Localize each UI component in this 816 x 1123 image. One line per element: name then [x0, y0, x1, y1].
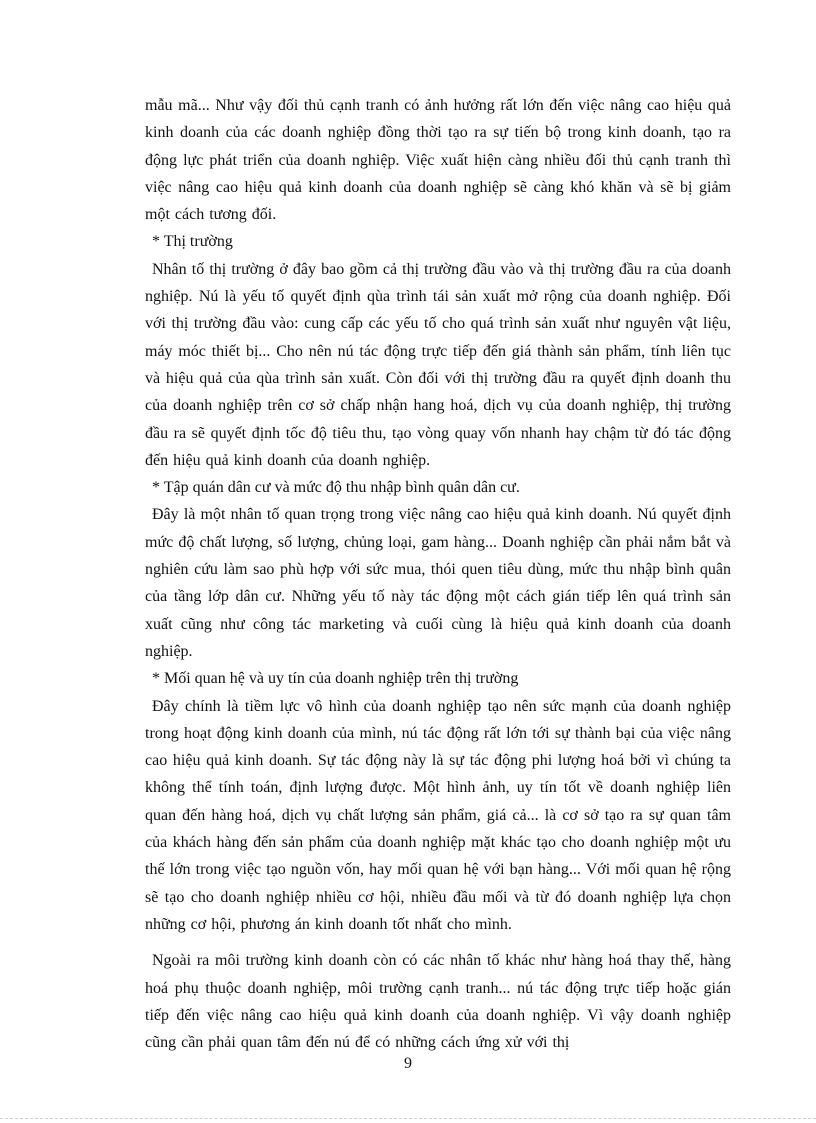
heading-consumer-habits: * Tập quán dân cư và mức độ thu nhập bình quân dân cư.: [152, 479, 520, 497]
paragraph-consumer-habits: Đây là một nhân tố quan trọng trong việc nâng cao hiệu quả kinh doanh. Nú quyết định mức độ chất lượng, số lượng, chủng loại, gam hàng... Doanh nghiệp cần phải nắm bắt và nghiên cứu làm sao phù hợp với sức mua, thói quen tiêu dùng, mức thu nhập bình quân của tầng lớp dân cư. Những yếu tố này tác động một cách gián tiếp lên quá trình sản xuất cũng như công tác marketing và cuối cùng là hiệu quả kinh doanh của doanh nghiệp.: [145, 506, 731, 660]
heading-reputation: * Mối quan hệ và uy tín của doanh nghiệp trên thị trường: [152, 670, 519, 688]
page-body: [145, 92, 731, 1056]
paragraph-market: Nhân tố thị trường ở đây bao gồm cả thị trường đầu vào và thị trường đầu ra của doanh nghiệp. Nú là yếu tố quyết định qùa trình tái sản xuất mở rộng của doanh nghiệp. Đối với thị trường đầu vào: cung cấp các yếu tố cho quá trình sản xuất như nguyên vật liệu, máy móc thiết bị... Cho nên nú tác động trực tiếp đến giá thành sản phẩm, tính liên tục và hiệu quả của qùa trình sản xuất. Còn đối với thị trường đầu ra quyết định doanh thu của doanh nghiệp trên cơ sở chấp nhận hang hoá, dịch vụ của doanh nghiệp, thị trường đầu ra sẽ quyết định tốc độ tiêu thu, tạo vòng quay vốn nhanh hay chậm từ đó tác động đến hiệu quả kinh doanh của doanh nghiệp.: [145, 260, 731, 469]
paragraph-competitors: mẫu mã... Như vậy đối thủ cạnh tranh có ảnh hưởng rất lớn đến việc nâng cao hiệu quả kinh doanh của các doanh nghiệp đồng thời tạo ra sự tiến bộ trong kinh doanh, tạo ra động lực phát triển của doanh nghiệp. Việc xuất hiện càng nhiều đối thủ cạnh tranh thì việc nâng cao hiệu quả kinh doanh của doanh nghiệp sẽ càng khó khăn và sẽ bị giảm một cách tương đối.: [145, 97, 731, 224]
page-bottom-divider: [0, 1118, 816, 1119]
heading-market: * Thị trường: [152, 233, 233, 251]
paragraph-other-factors: Ngoài ra môi trường kinh doanh còn có các nhân tố khác như hàng hoá thay thế, hàng hoá phụ thuộc doanh nghiệp, môi trường cạnh tranh... nú tác động trực tiếp hoặc gián tiếp đến việc nâng cao hiệu quả kinh doanh của doanh nghiệp. Vì vậy doanh nghiệp cũng cần phải quan tâm đến nú để có những cách ứng xử với thị: [145, 952, 731, 1052]
paragraph-reputation: Đây chính là tiềm lực vô hình của doanh nghiệp tạo nên sức mạnh của doanh nghiệp trong hoạt động kinh doanh của mình, nú tác động rất lớn tới sự thành bại của việc nâng cao hiệu quả kinh doanh. Sự tác động này là sự tác động phi lượng hoá bởi vì chúng ta không thể tính toán, định lượng được. Một hình ảnh, uy tín tốt về doanh nghiệp liên quan đến hàng hoá, dịch vụ chất lượng sản phẩm, giá cả... là cơ sở tạo ra sự quan tâm của khách hàng đến sản phẩm của doanh nghiệp mặt khác tạo cho doanh nghiệp một ưu thế lớn trong việc tạo nguồn vốn, hay mối quan hệ với bạn hàng... Với mối quan hệ rộng sẽ tạo cho doanh nghiệp nhiều cơ hội, nhiều đầu mối và từ đó doanh nghiệp lựa chọn những cơ hội, phương án kinh doanh tốt nhất cho mình.: [145, 697, 731, 933]
page-number: 9: [404, 1055, 412, 1072]
